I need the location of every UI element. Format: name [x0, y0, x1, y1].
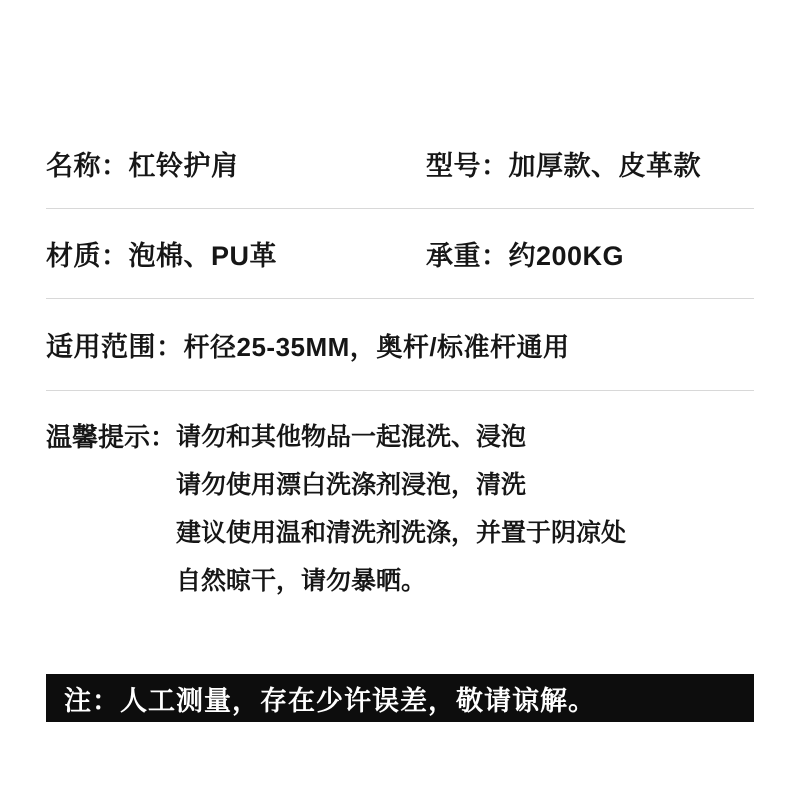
top-spacer [46, 0, 754, 118]
note-wrapper [46, 674, 754, 722]
spec-row-scope [46, 298, 754, 390]
tips-line: 自然晾干，请勿暴晒。 [176, 567, 427, 595]
measurement-note-text: 注：人工测量，存在少许误差，敬请谅解。 [64, 685, 596, 716]
tips-line: 请勿使用漂白洗涤剂浸泡，清洗 [176, 471, 527, 499]
spec-cell-material [46, 234, 426, 273]
spec-cell-scope [46, 325, 570, 364]
spec-value-name: 杠铃护肩 [128, 150, 239, 181]
spec-label-capacity: 承重： [426, 241, 509, 271]
spec-value-model: 加厚款、皮革款 [508, 150, 701, 181]
measurement-note-banner [46, 674, 754, 722]
tips-line-list [176, 413, 626, 605]
spec-value-material: 泡棉、PU革 [128, 241, 278, 271]
spec-cell-name [46, 144, 426, 183]
spec-cell-capacity [426, 234, 754, 273]
tips-line: 请勿和其他物品一起混洗、浸泡 [176, 423, 527, 451]
spec-value-scope: 杆径25-35MM，奥杆/标准杆通用 [183, 332, 570, 362]
tips-line: 建议使用温和清洗剂洗涤，并置于阴凉处 [176, 519, 627, 547]
spec-label-model: 型号： [426, 150, 509, 181]
spec-label-scope: 适用范围： [46, 332, 184, 362]
spec-value-capacity: 约200KG [508, 241, 625, 271]
spec-row-name [46, 118, 754, 208]
spec-label-name: 名称： [46, 150, 129, 181]
spec-label-material: 材质： [46, 241, 129, 271]
spec-cell-model [426, 144, 754, 183]
spec-row-material [46, 208, 754, 298]
spec-row-tips [46, 390, 754, 631]
tips-label: 温馨提示： [46, 422, 177, 452]
